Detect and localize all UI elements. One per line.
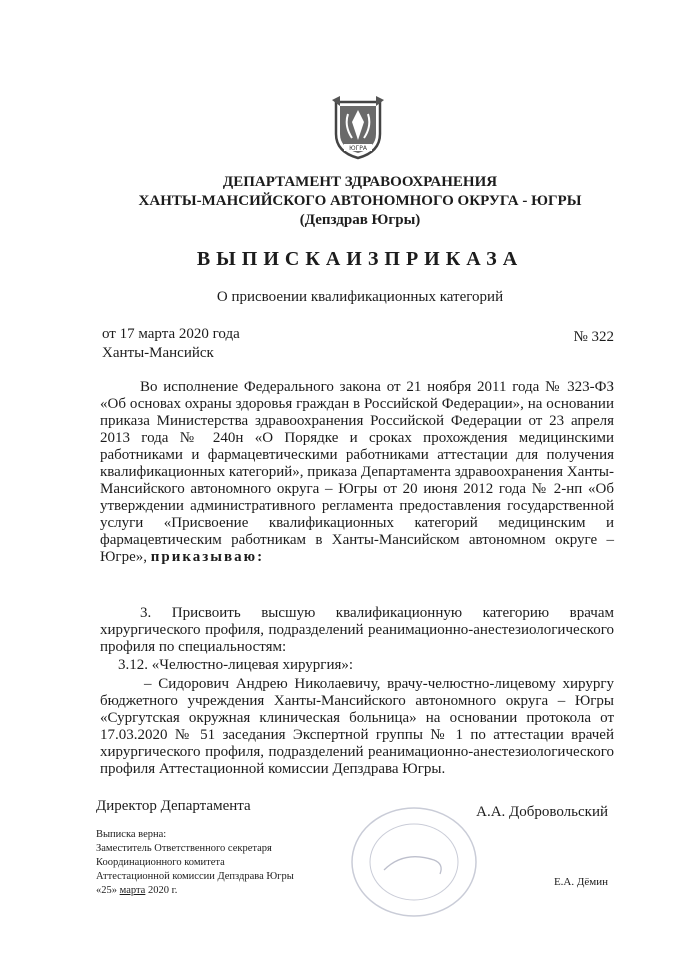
signer-title: Директор Департамента <box>96 798 251 814</box>
cert-day: «25» <box>96 885 117 896</box>
document-type-title: ВЫПИСКАИЗПРИКАЗА <box>196 248 524 270</box>
header-line-2: ХАНТЫ-МАНСИЙСКОГО АВТОНОМНОГО ОКРУГА - ЮГРЫ <box>138 193 582 209</box>
signer-name: А.А. Добровольский <box>476 804 608 820</box>
assignee-paragraph: – Сидорович Андрею Николаевичу, врачу-челюстно-лицевому хирургу бюджетного учреждения Ханты-Мансийского автономного округа – Югры «Сургутская окружная клиническая больница» на основании протокола от 17.03.2020 № 51 заседания Экспертной группы № 1 по аттестации врачей хирургического профиля, подразделений реанимационно-анестезиологического профиля Аттестационной комиссии Депздрава Югры. <box>100 676 614 777</box>
cert-year: 2020 г. <box>147 885 178 896</box>
cert-date <box>96 884 294 898</box>
header-line-1: ДЕПАРТАМЕНТ ЗДРАВООХРАНЕНИЯ <box>222 174 498 190</box>
date-block <box>102 325 240 363</box>
official-stamp-icon <box>344 800 484 920</box>
document-subject: О присвоении квалификационных категорий <box>216 289 504 305</box>
cert-month: марта <box>119 885 146 896</box>
order-item-3: 3. Присвоить высшую квалификационную категорию врачам хирургического профиля, подразделений реанимационно-анестезиологического профиля по специальностям: <box>100 605 614 655</box>
cert-line-1: Выписка верна: <box>96 829 167 840</box>
crest-label: ЮГРА <box>349 145 367 152</box>
order-word: приказываю: <box>150 549 265 565</box>
certification-block <box>96 828 294 898</box>
cert-line-3: Координационного комитета <box>96 857 225 868</box>
preamble-text: Во исполнение Федерального закона от 21 ноября 2011 года № 323-ФЗ «Об основах охраны здоровья граждан в Российской Федерации», на основании приказа Министерства здравоохранения Российской Федерации от 23 апреля 2013 года № 240н «О Порядке и сроках прохождения медицинскими работниками и фармацевтическими работниками аттестации для получения квалификационных категорий», приказа Департамента здравоохранения Ханты-Мансийского автономного округа – Югры от 20 июня 2012 года № 2-нп «Об утверждении административного регламента предоставления государственной услуги «Присвоение квалификационных категорий медицинским и фармацевтическим работникам в Ханты-Мансийском автономном округе – Югре», <box>100 379 614 565</box>
document-date: от 17 марта 2020 года <box>102 326 240 342</box>
document-city: Ханты-Мансийск <box>102 345 214 361</box>
preamble-paragraph <box>100 379 614 566</box>
department-header <box>80 173 640 230</box>
header-line-3: (Депздрав Югры) <box>299 212 421 228</box>
cert-line-4: Аттестационной комиссии Депздрава Югры <box>96 871 294 882</box>
document-number: № 322 <box>573 329 614 345</box>
sub-item-3-12: 3.12. «Челюстно-лицевая хирургия»: <box>118 657 354 673</box>
cert-line-2: Заместитель Ответственного секретаря <box>96 843 272 854</box>
cert-signer-name: Е.А. Дёмин <box>553 876 608 888</box>
coat-of-arms-icon <box>330 96 386 160</box>
